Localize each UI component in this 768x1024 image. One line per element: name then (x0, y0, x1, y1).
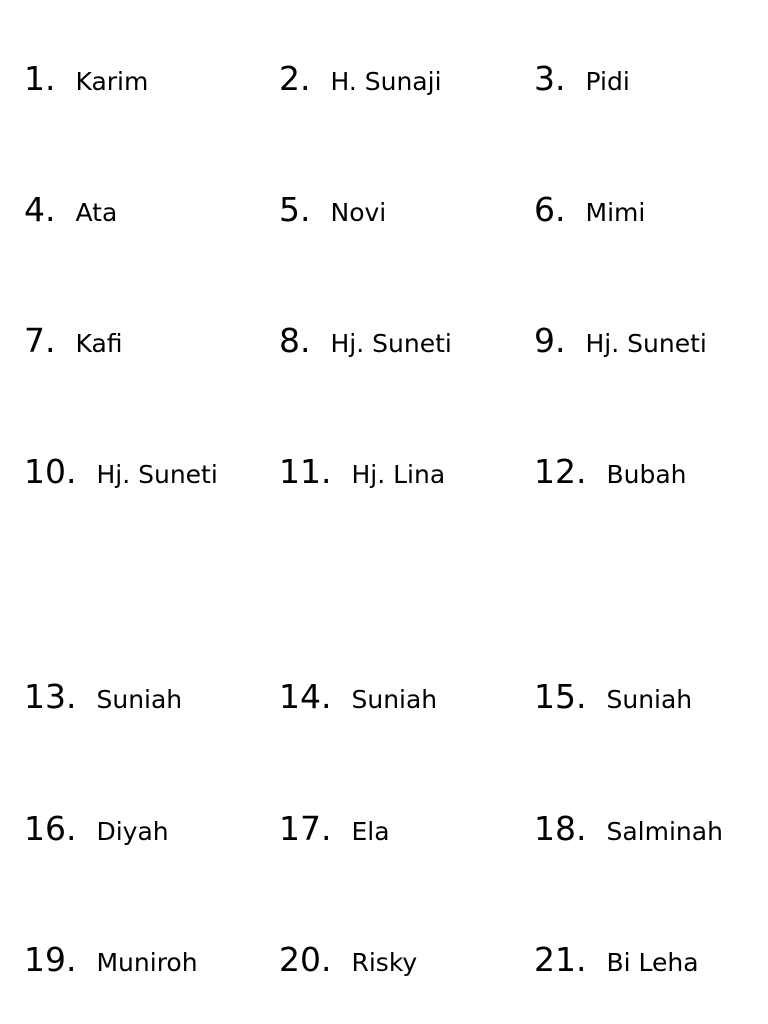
list-item (24, 940, 198, 979)
item-name: Ela (351, 817, 390, 846)
item-number: 18. (534, 809, 587, 848)
item-name: H. Sunaji (330, 67, 442, 96)
item-name: Karim (75, 67, 149, 96)
item-name: Diyah (96, 817, 169, 846)
item-number: 3. (534, 59, 566, 98)
list-item (279, 452, 446, 491)
item-name: Bubah (606, 460, 687, 489)
item-number: 16. (24, 809, 77, 848)
item-name: Kafi (75, 329, 123, 358)
item-number: 7. (24, 321, 56, 360)
list-item (534, 321, 707, 360)
item-name: Muniroh (96, 948, 198, 977)
item-number: 1. (24, 59, 56, 98)
item-number: 19. (24, 940, 77, 979)
item-name: Salminah (606, 817, 723, 846)
list-item (534, 809, 723, 848)
list-item (279, 190, 387, 229)
list-item (24, 677, 183, 716)
item-number: 5. (279, 190, 311, 229)
item-name: Hj. Suneti (96, 460, 218, 489)
item-name: Novi (330, 198, 387, 227)
item-name: Suniah (606, 685, 693, 714)
item-name: Hj. Lina (351, 460, 446, 489)
item-number: 13. (24, 677, 77, 716)
list-item (279, 940, 418, 979)
item-number: 9. (534, 321, 566, 360)
item-name: Mimi (585, 198, 646, 227)
item-name: Hj. Suneti (585, 329, 707, 358)
item-name: Risky (351, 948, 418, 977)
list-item (24, 452, 218, 491)
list-item (24, 321, 123, 360)
item-number: 14. (279, 677, 332, 716)
list-item (534, 59, 630, 98)
item-number: 10. (24, 452, 77, 491)
list-item (279, 59, 442, 98)
item-number: 6. (534, 190, 566, 229)
list-item (24, 59, 149, 98)
list-item (534, 940, 699, 979)
list-item (534, 452, 687, 491)
list-item (534, 677, 693, 716)
list-item (279, 677, 438, 716)
item-name: Bi Leha (606, 948, 699, 977)
list-item (24, 190, 118, 229)
list-item (279, 809, 390, 848)
item-number: 20. (279, 940, 332, 979)
item-number: 8. (279, 321, 311, 360)
list-item (24, 809, 169, 848)
item-number: 4. (24, 190, 56, 229)
item-number: 2. (279, 59, 311, 98)
item-name: Ata (75, 198, 118, 227)
list-item (534, 190, 646, 229)
item-number: 17. (279, 809, 332, 848)
list-item (279, 321, 452, 360)
item-name: Hj. Suneti (330, 329, 452, 358)
item-name: Pidi (585, 67, 630, 96)
item-number: 11. (279, 452, 332, 491)
item-number: 21. (534, 940, 587, 979)
item-name: Suniah (351, 685, 438, 714)
item-number: 15. (534, 677, 587, 716)
item-number: 12. (534, 452, 587, 491)
item-name: Suniah (96, 685, 183, 714)
